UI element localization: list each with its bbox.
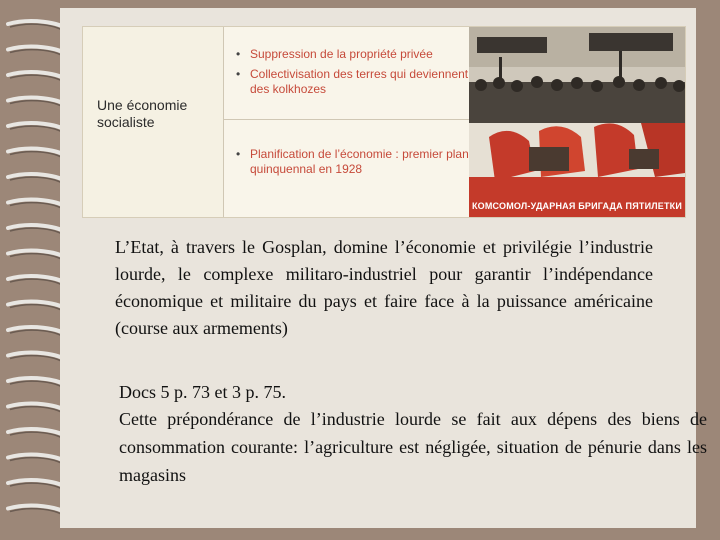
bullet-box-top	[224, 27, 470, 120]
bullet-list	[223, 27, 470, 217]
bullet-text: Planification de l’économie : premier plan quinquennal en 1928	[250, 147, 469, 176]
textbook-excerpt	[82, 26, 686, 218]
bullet-text: Suppression de la propriété privée	[250, 47, 433, 61]
bullet-item	[236, 47, 470, 62]
main-paragraph	[115, 234, 653, 342]
panel-title-line-1: Une économie	[97, 97, 188, 113]
panel-title-area	[83, 27, 223, 217]
poster-caption: КОМСОМОЛ-УДАРНАЯ БРИГАДА ПЯТИЛЕТКИ	[471, 201, 683, 211]
bullet-dot-icon: •	[236, 67, 241, 81]
paragraph-text: L’Etat, à travers le Gosplan, domine l’économie et privilégie l’industrie lourde, le complexe militaro-industriel pour garantir l’indépendance économique et militaire du pays et faire face à la puissance américaine (course aux armements)	[115, 237, 653, 338]
bullet-box-bottom	[224, 119, 470, 216]
document-references: Docs 5 p. 73 et 3 p. 75.	[119, 382, 286, 402]
conclusion-text: Cette prépondérance de l’industrie lourde se fait aux dépens des biens de consommation courante: l’agriculture est négligée, situation de pénurie dans les magasins	[119, 409, 707, 485]
panel-title-line-2: socialiste	[97, 114, 155, 130]
bullet-item	[236, 67, 470, 97]
bullet-dot-icon: •	[236, 147, 241, 161]
soviet-photo-and-poster	[469, 27, 685, 217]
bullet-item	[236, 147, 470, 177]
panel-title	[97, 97, 222, 131]
conclusion-paragraph	[119, 405, 707, 489]
bullet-text: Collectivisation des terres qui deviennent des kolkhozes	[250, 67, 469, 96]
bullet-dot-icon: •	[236, 47, 241, 61]
photo-illustration	[469, 27, 685, 217]
